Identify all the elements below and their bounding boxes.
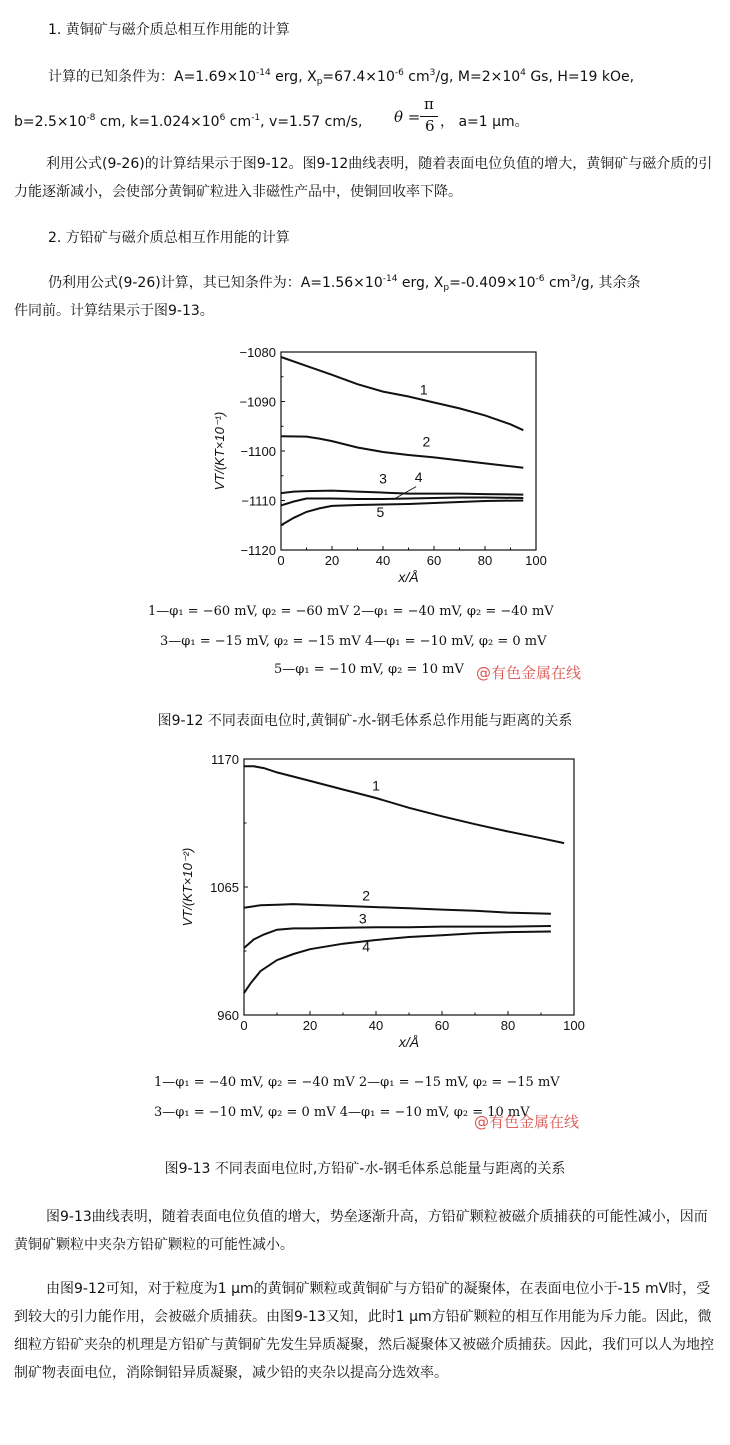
series-label-5: 5	[376, 503, 385, 520]
y-tick-label: 960	[217, 1008, 239, 1023]
x-tick-label: 80	[500, 1018, 516, 1033]
paragraph-3: 图9-13曲线表明，随着表面电位负值的增大，势垒逐渐升高，方铅矿颗粒被磁介质捕获的可能性减小，因而黄铜矿颗粒中夹杂方铅矿颗粒的可能性减小。	[14, 1209, 708, 1253]
y-tick-label: 1170	[211, 752, 239, 767]
y-tick-label: −1120	[240, 543, 276, 558]
x-tick-label: 100	[563, 1018, 585, 1033]
x-tick-label: 40	[368, 1018, 384, 1033]
series-line-1	[281, 357, 523, 430]
x-tick-label: 0	[277, 553, 285, 568]
theta-numerator: π	[424, 95, 434, 113]
x-tick-label: 60	[426, 553, 442, 568]
y-axis-title: VT/(KT×10⁻¹)	[212, 411, 227, 491]
conditions-line-2-tail: ， a=1 μm。	[440, 114, 529, 130]
series-line-2	[281, 433, 523, 468]
plot-frame	[244, 759, 574, 1015]
y-axis-title: VT/(KT×10⁻²)	[180, 847, 195, 927]
plot-frame	[281, 352, 536, 550]
y-tick-label: −1080	[239, 345, 276, 360]
figure-9-13-chart	[170, 745, 590, 1070]
x-tick-label: 0	[240, 1018, 248, 1033]
y-tick-label: −1100	[240, 444, 276, 459]
series-label-2: 2	[362, 887, 370, 904]
series-line-1	[244, 766, 564, 843]
x-tick-label: 20	[302, 1018, 318, 1033]
series-label-1: 1	[419, 381, 428, 398]
section2-line-2: 件同前。计算结果示于图9-13。	[14, 303, 214, 319]
section2-heading: 2. 方铅矿与磁介质总相互作用能的计算	[48, 230, 290, 246]
fig12-legend-1: 1—φ₁ = −60 mV, φ₂ = −60 mV 2—φ₁ = −40 mV, φ₂ = −40 mV	[148, 604, 554, 619]
section2-line-1: 仍利用公式(9-26)计算，其已知条件为：$A=1.56\times 10^{-14}$ erg, $X_p=-0.409\times 10^{-6}$ $cm^3/g$, 其余条	[48, 274, 641, 293]
x-tick-label: 60	[434, 1018, 450, 1033]
fig12-legend-2: 3—φ₁ = −15 mV, φ₂ = −15 mV 4—φ₁ = −10 mV, φ₂ = 0 mV	[160, 634, 547, 649]
series-label-3: 3	[358, 910, 367, 927]
series-line-3	[244, 926, 551, 948]
fig13-caption: 图9-13 不同表面电位时,方铅矿-水-钢毛体系总能量与距离的关系	[164, 1161, 566, 1177]
y-tick-label: −1110	[241, 493, 276, 509]
fig13-watermark: @有色金属在线	[474, 1113, 580, 1131]
paragraph-4: 由图9-12可知，对于粒度为1 μm的黄铜矿颗粒或黄铜矿与方铅矿的凝聚体，在表面电位小于-15 mV时，受到较大的引力能作用，会被磁介质捕获。由图9-13又知，此时1 μm方铅矿颗粒的相互作用能为斥力能。因此，微细粒方铅矿夹杂的机理是方铅矿与黄铜矿先发生异质凝聚，然后凝聚体又被磁介质捕获。因此，我们可以人为地控制矿物表面电位，消除铜铅异质凝聚，减少铅的夹杂以提高分选效率。	[14, 1281, 714, 1381]
x-axis-title: x/Å	[398, 1034, 420, 1050]
series-line-5	[281, 501, 523, 526]
fig13-legend-1: 1—φ₁ = −40 mV, φ₂ = −40 mV 2—φ₁ = −15 mV, φ₂ = −15 mV	[154, 1075, 560, 1090]
section1-heading: 1. 黄铜矿与磁介质总相互作用能的计算	[48, 22, 290, 38]
conditions-line-2: $b=2.5\times 10^{-8}$ cm, $k=1.024\times 10^6$ $cm^{-1}$, v=1.57 cm/s,	[14, 113, 363, 130]
fig12-watermark: @有色金属在线	[476, 664, 582, 682]
series-label-3: 3	[379, 470, 387, 487]
x-axis-title: x/Å	[398, 569, 419, 585]
series-label-2: 2	[422, 433, 431, 450]
paragraph-1: 利用公式(9-26)的计算结果示于图9-12。图9-12曲线表明，随着表面电位负值的增大，黄铜矿与磁介质的引力能逐渐减小，会使部分黄铜矿粒进入非磁性产品中，使铜回收率下降。	[14, 156, 713, 200]
x-tick-label: 20	[324, 553, 340, 568]
series-label-4: 4	[414, 469, 423, 486]
fig12-legend-3: 5—φ₁ = −10 mV, φ₂ = 10 mV	[274, 662, 464, 677]
y-tick-label: −1090	[239, 394, 276, 410]
fig12-caption: 图9-12 不同表面电位时,黄铜矿-水-钢毛体系总作用能与距离的关系	[157, 713, 573, 729]
figure-9-12-chart	[200, 338, 560, 598]
y-tick-label: 1065	[210, 880, 239, 895]
series-label-4: 4	[362, 938, 370, 955]
x-tick-label: 40	[375, 553, 391, 568]
series-line-4	[244, 932, 551, 994]
theta-lhs: θ =	[394, 108, 421, 126]
fig13-legend-2: 3—φ₁ = −10 mV, φ₂ = 0 mV 4—φ₁ = −10 mV, φ₂ = 10 mV	[154, 1105, 530, 1120]
series-line-2	[244, 904, 551, 914]
conditions-line-1: 计算的已知条件为：$A=1.69\times 10^{-14}$ erg, $X_p=67.4\times 10^{-6}$ $cm^3/g$, $M=2\times 10^4$ Gs, H=19 kOe,	[48, 68, 635, 87]
series-label-1: 1	[372, 777, 380, 794]
theta-denominator: 6	[425, 117, 435, 135]
x-tick-label: 80	[477, 553, 493, 568]
x-tick-label: 100	[525, 553, 547, 568]
